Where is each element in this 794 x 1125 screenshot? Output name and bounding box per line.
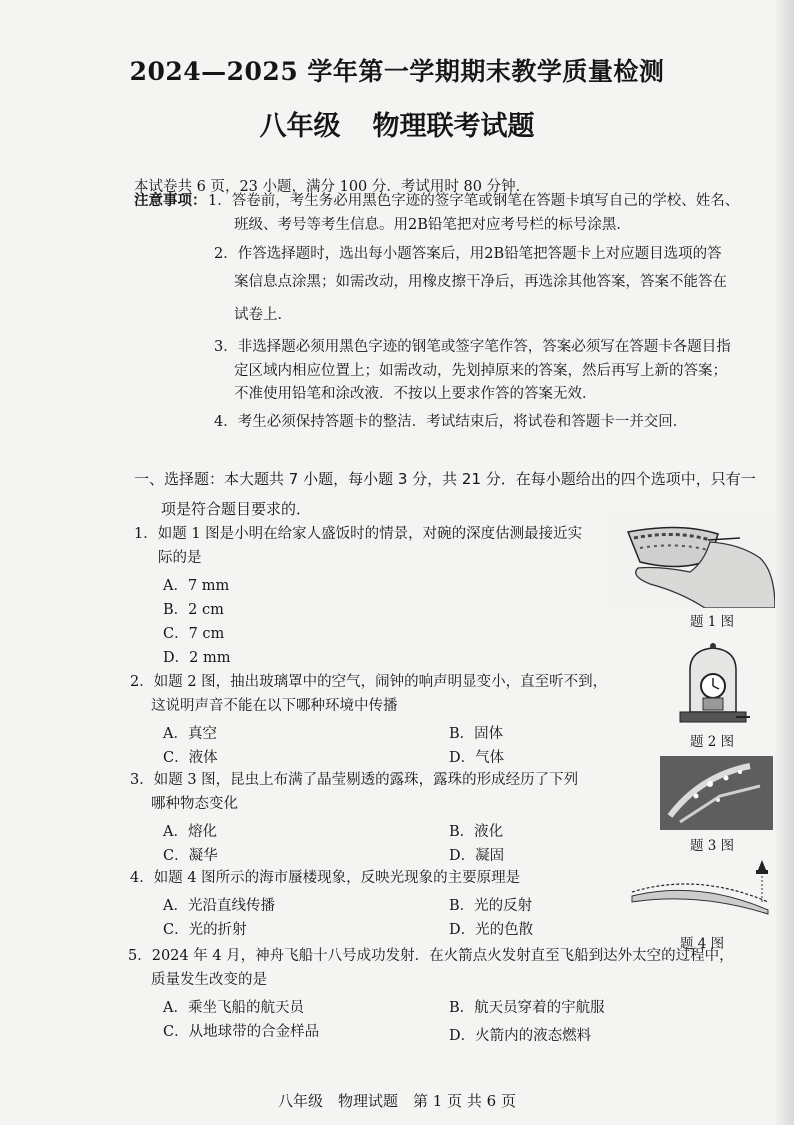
- question-3-stem: 3．如题 3 图，昆虫上布满了晶莹剔透的露珠，露珠的形成经历了下列: [130, 772, 579, 788]
- figure-4-mirage-diagram: [628, 852, 774, 928]
- q4-option-a: A．光沿直线传播: [163, 898, 275, 914]
- note-line: 4．考生必须保持答题卡的整洁．考试结束后，将试卷和答题卡一并交回．: [214, 414, 688, 430]
- question-1-stem-cont: 际的是: [158, 550, 202, 566]
- q3-option-b: B．液化: [449, 824, 504, 840]
- q5-option-c: C．从地球带的合金样品: [163, 1024, 320, 1040]
- question-1-stem: 1．如题 1 图是小明在给家人盛饭时的情景，对碗的深度估测最接近实: [134, 526, 583, 542]
- page-footer: 八年级 物理试题 第 1 页 共 6 页: [278, 1092, 516, 1110]
- question-2-stem-cont: 这说明声音不能在以下哪种环境中传播: [151, 698, 398, 714]
- section-heading-cont: 项是符合题目要求的．: [161, 500, 312, 518]
- q1-option-d: D．2 mm: [163, 650, 231, 666]
- q2-option-d: D．气体: [449, 750, 505, 766]
- question-3-stem-cont: 哪种物态变化: [151, 796, 238, 812]
- note-line: 定区域内相应位置上；如需改动，先划掉原来的答案，然后再写上新的答案；: [234, 363, 727, 379]
- note-line: 不准使用铅笔和涂改液．不按以上要求作答的答案无效．: [234, 386, 597, 402]
- question-2-stem: 2．如题 2 图，抽出玻璃罩中的空气，闹钟的响声明显变小，直至听不到，: [130, 674, 608, 690]
- q4-option-b: B．光的反射: [449, 898, 533, 914]
- figure-4-caption: 题 4 图: [680, 936, 725, 952]
- figure-1-caption: 题 1 图: [690, 614, 735, 630]
- q2-option-b: B．固体: [449, 726, 504, 742]
- figure-3-insect-dew-image: [660, 756, 773, 830]
- q5-option-a: A．乘坐飞船的航天员: [163, 1000, 304, 1016]
- note-line: 2．作答选择题时，选出每小题答案后，用2B铅笔把答题卡上对应题目选项的答: [214, 246, 722, 262]
- question-5-stem-cont: 质量发生改变的是: [151, 972, 267, 988]
- exam-subtitle: [0, 104, 794, 143]
- grade-label: 八年级: [259, 111, 341, 142]
- q2-option-a: A．真空: [163, 726, 217, 742]
- q2-option-c: C．液体: [163, 750, 218, 766]
- exam-intro: 本试卷共 6 页，23 小题，满分 100 分．考试用时 80 分钟．: [134, 179, 531, 195]
- question-5-stem: 5．2024 年 4 月，神舟飞船十八号成功发射．在火箭点火发射直至飞船到达外太空的过程中，: [128, 948, 734, 964]
- figure-2-caption: 题 2 图: [690, 734, 735, 750]
- q1-option-c: C．7 cm: [163, 626, 225, 642]
- q1-option-a: A．7 mm: [163, 578, 230, 594]
- note-line: 案信息点涂黑；如需改动，用橡皮擦干净后，再选涂其他答案，答案不能答在: [234, 274, 727, 290]
- q5-option-b: B．航天员穿着的宇航服: [449, 1000, 605, 1016]
- q1-option-b: B．2 cm: [163, 602, 224, 618]
- note-line: 班级、考号等考生信息。用2B铅笔把对应考号栏的标号涂黑．: [234, 217, 631, 233]
- exam-title: 2024—2025 学年第一学期期末教学质量检测: [129, 57, 665, 86]
- q5-option-d: D．火箭内的液态燃料: [449, 1028, 592, 1044]
- figure-1-bowl-image: [610, 512, 775, 608]
- figure-3-caption: 题 3 图: [690, 838, 735, 854]
- note-line: 试卷上．: [234, 307, 292, 323]
- q4-option-c: C．光的折射: [163, 922, 247, 938]
- note-line: 3．非选择题必须用黑色字迹的钢笔或签字笔作答，答案必须写在答题卡各题目指: [214, 339, 731, 355]
- q3-option-c: C．凝华: [163, 848, 218, 864]
- subject-label: 物理联考试题: [372, 111, 535, 142]
- q3-option-a: A．熔化: [163, 824, 217, 840]
- q3-option-d: D．凝固: [449, 848, 505, 864]
- section-heading: 一、选择题：本大题共 7 小题，每小题 3 分，共 21 分．在每小题给出的四个选项中，只有一: [134, 470, 756, 488]
- note-line: 1．答卷前，考生务必用黑色字迹的签字笔或钢笔在答题卡填写自己的学校、姓名、: [208, 193, 740, 209]
- q4-option-d: D．光的色散: [449, 922, 534, 938]
- scan-edge-shadow: [774, 0, 794, 1125]
- question-4-stem: 4．如题 4 图所示的海市蜃楼现象，反映光现象的主要原理是: [130, 870, 521, 886]
- figure-2-bell-jar-image: [676, 642, 750, 728]
- notes-label: 注意事项：: [134, 193, 207, 209]
